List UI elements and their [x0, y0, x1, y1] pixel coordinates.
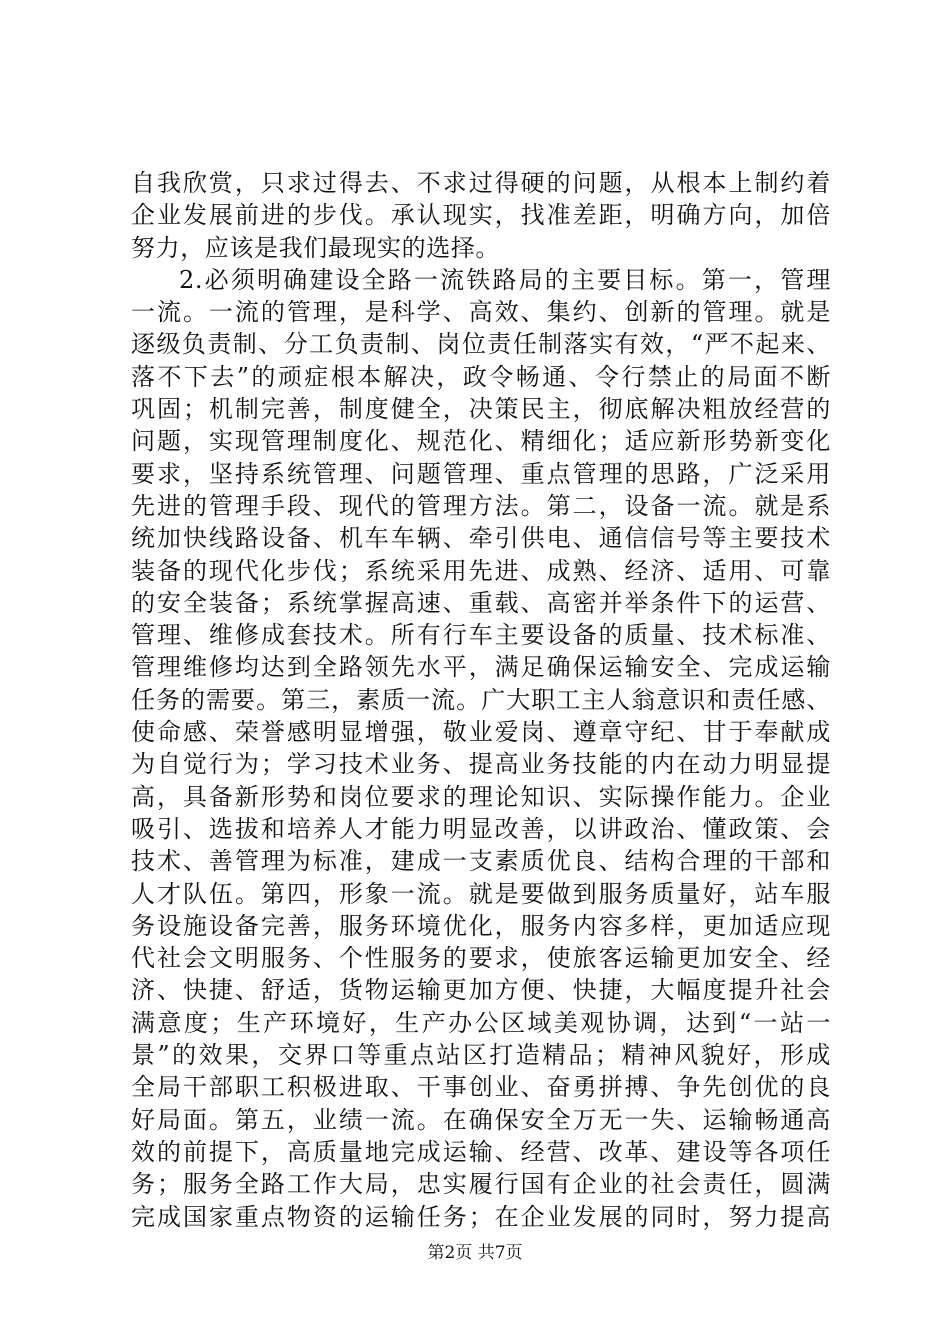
text-line: 2.必须明确建设全路一流铁路局的主要目标。第一，管理	[179, 265, 831, 294]
text-line: 济、快捷、舒适，货物运输更加方便、快捷，大幅度提升社会	[131, 976, 831, 1005]
text-line: 吸引、选拔和培养人才能力明显改善，以讲政治、懂政策、会	[131, 814, 831, 843]
text-line: 企业发展前进的步伐。承认现实，找准差距，明确方向，加倍	[131, 201, 831, 230]
text-line: 为自觉行为；学习技术业务、提高业务技能的内在动力明显提	[131, 750, 831, 779]
text-line: 落不下去”的顽症根本解决，政令畅通、令行禁止的局面不断	[131, 362, 831, 391]
text-line: 人才队伍。第四，形象一流。就是要做到服务质量好，站车服	[131, 879, 831, 908]
text-line: 的安全装备；系统掌握高速、重载、高密并举条件下的运营、	[131, 588, 831, 617]
text-line: 代社会文明服务、个性服务的要求，使旅客运输更加安全、经	[131, 944, 831, 973]
text-line: 逐级负责制、分工负责制、岗位责任制落实有效，“严不起来、	[131, 330, 831, 359]
text-line: 使命感、荣誉感明显增强，敬业爱岗、遵章守纪、甘于奉献成	[131, 718, 831, 747]
text-line: 要求，坚持系统管理、问题管理、重点管理的思路，广泛采用	[131, 459, 831, 488]
page-footer	[0, 1242, 950, 1264]
text-line: 务设施设备完善，服务环境优化，服务内容多样，更加适应现	[131, 911, 831, 940]
text-line: 完成国家重点物资的运输任务；在企业发展的同时，努力提高	[131, 1202, 831, 1231]
text-line: 高，具备新形势和岗位要求的理论知识、实际操作能力。企业	[131, 782, 831, 811]
text-line: 好局面。第五，业绩一流。在确保安全万无一失、运输畅通高	[131, 1105, 831, 1134]
text-line: 先进的管理手段、现代的管理方法。第二，设备一流。就是系	[131, 491, 831, 520]
text-line: 巩固；机制完善，制度健全，决策民主，彻底解决粗放经营的	[131, 395, 831, 424]
text-line: 技术、善管理为标准，建成一支素质优良、结构合理的干部和	[131, 847, 831, 876]
body-text	[131, 167, 831, 1233]
text-line: 自我欣赏，只求过得去、不求过得硬的问题，从根本上制约着	[131, 169, 831, 197]
text-line: 统加快线路设备、机车车辆、牵引供电、通信信号等主要技术	[131, 524, 831, 553]
page-number: 第2页 共7页	[427, 1243, 523, 1263]
text-line: 管理、维修成套技术。所有行车主要设备的质量、技术标准、	[131, 621, 831, 650]
text-line: 装备的现代化步伐；系统采用先进、成熟、经济、适用、可靠	[131, 556, 831, 585]
text-line: 一流。一流的管理，是科学、高效、集约、创新的管理。就是	[131, 298, 831, 327]
text-line: 效的前提下，高质量地完成运输、经营、改革、建设等各项任	[131, 1137, 831, 1166]
text-line: 努力，应该是我们最现实的选择。	[131, 233, 500, 262]
text-line: 管理维修均达到全路领先水平，满足确保运输安全、完成运输	[131, 653, 831, 682]
text-line: 务；服务全路工作大局，忠实履行国有企业的社会责任，圆满	[131, 1170, 831, 1199]
text-line: 满意度；生产环境好，生产办公区域美观协调，达到“一站一	[131, 1008, 831, 1037]
text-line: 全局干部职工积极进取、干事创业、奋勇拼搏、争先创优的良	[131, 1073, 831, 1102]
text-line: 问题，实现管理制度化、规范化、精细化；适应新形势新变化	[131, 427, 831, 456]
text-line: 任务的需要。第三，素质一流。广大职工主人翁意识和责任感、	[131, 685, 831, 714]
text-line: 景”的效果，交界口等重点站区打造精品；精神风貌好，形成	[131, 1041, 831, 1070]
